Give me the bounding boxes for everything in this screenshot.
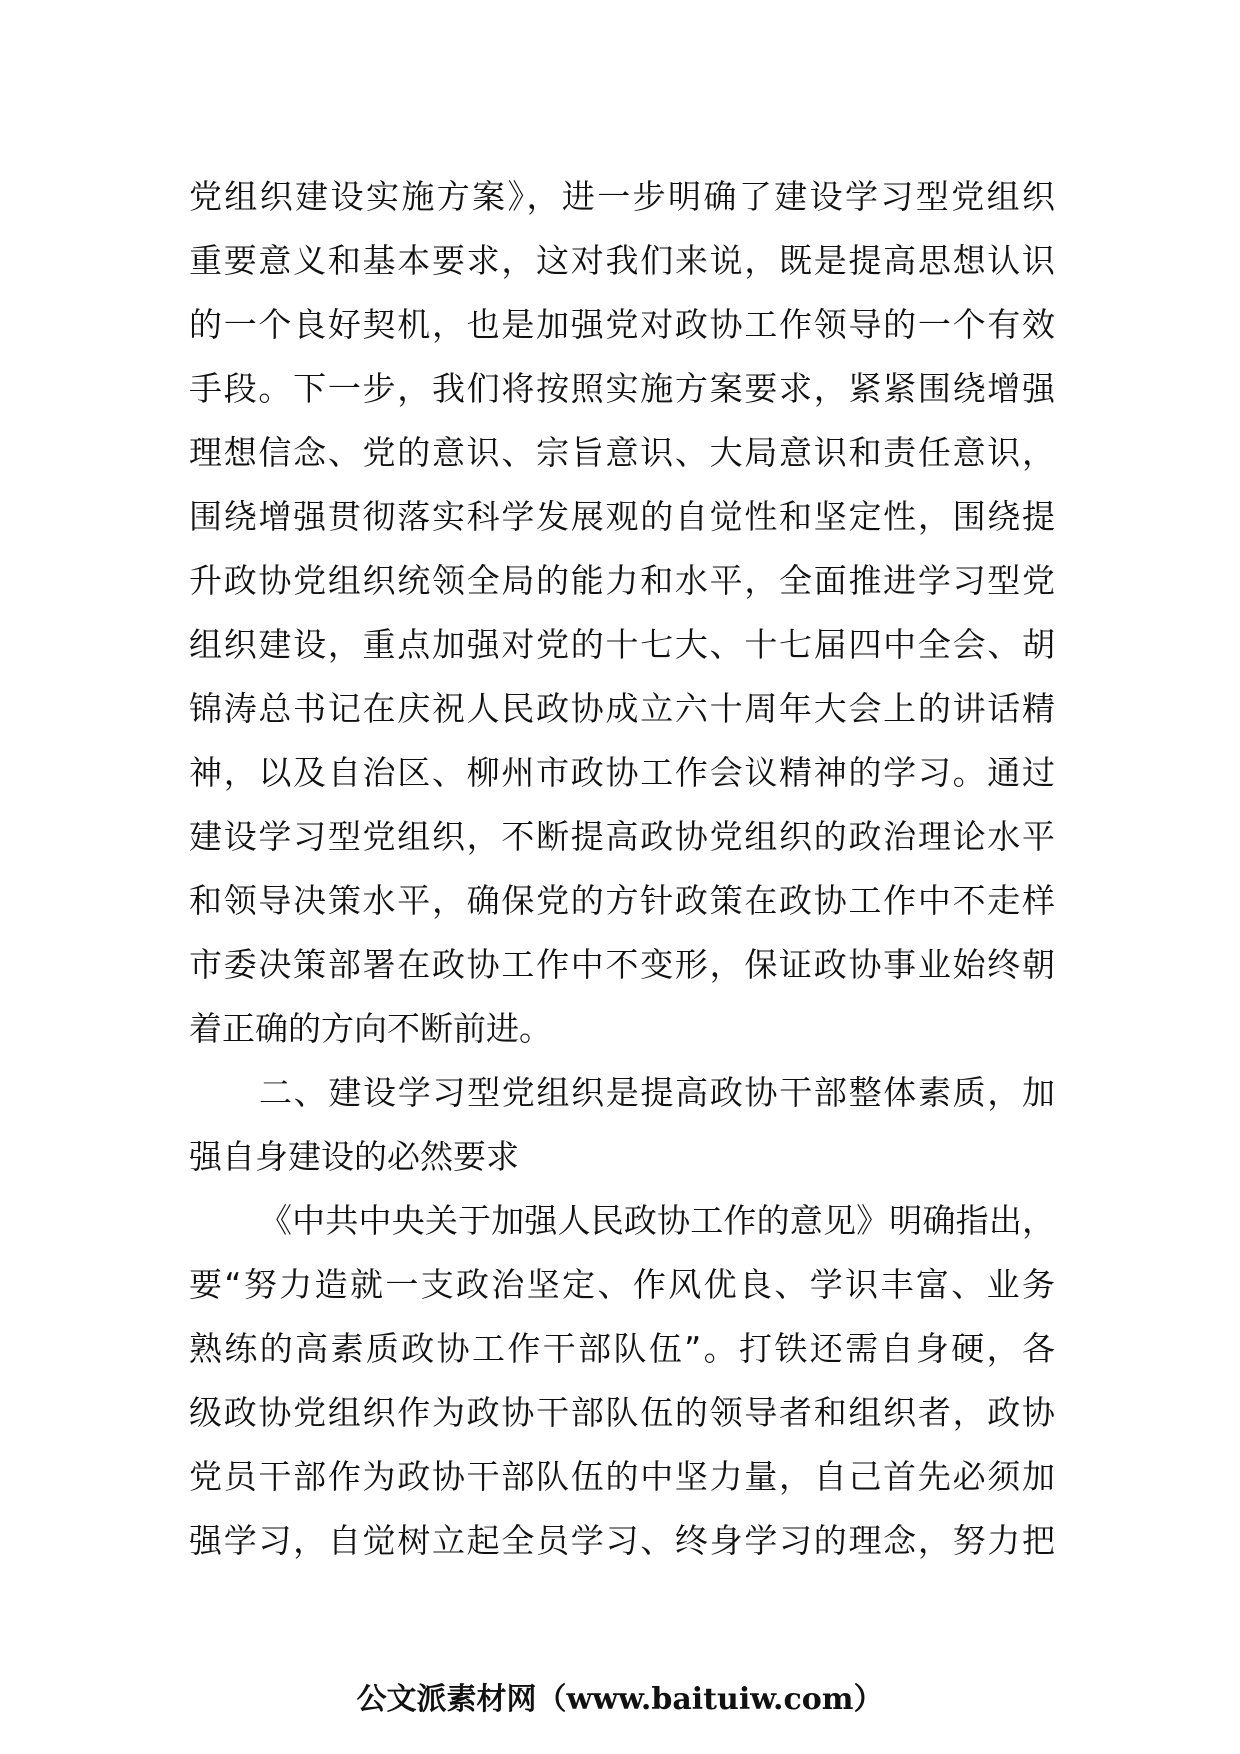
text-line: 熟练的高素质政协工作干部队伍”。打铁还需自身硬，各 xyxy=(189,1329,1055,1368)
document-body xyxy=(189,165,1055,1573)
text-line: 组织建设，重点加强对党的十七大、十七届四中全会、胡 xyxy=(189,625,1055,664)
section-heading-end-line: 强自身建设的必然要求 xyxy=(189,1137,519,1176)
text-line: 市委决策部署在政协工作中不变形，保证政协事业始终朝 xyxy=(189,945,1055,984)
paragraph-end-line: 着正确的方向不断前进。 xyxy=(189,1009,552,1048)
text-line: 锦涛总书记在庆祝人民政协成立六十周年大会上的讲话精 xyxy=(189,689,1055,728)
text-line: 党员干部作为政协干部队伍的中坚力量，自己首先必须加 xyxy=(189,1457,1055,1496)
text-line: 要“努力造就一支政治坚定、作风优良、学识丰富、业务 xyxy=(189,1265,1055,1304)
text-line: 围绕增强贯彻落实科学发展观的自觉性和坚定性，围绕提 xyxy=(189,497,1055,536)
text-line: 和领导决策水平，确保党的方针政策在政协工作中不走样 xyxy=(189,881,1055,920)
text-line: 的一个良好契机，也是加强党对政协工作领导的一个有效 xyxy=(189,305,1055,344)
text-line: 升政协党组织统领全局的能力和水平，全面推进学习型党 xyxy=(189,561,1055,600)
text-line: 党组织建设实施方案》，进一步明确了建设学习型党组织 xyxy=(189,177,1055,216)
text-line: 建设学习型党组织，不断提高政协党组织的政治理论水平 xyxy=(189,817,1055,856)
text-line: 级政协党组织作为政协干部队伍的领导者和组织者，政协 xyxy=(189,1393,1055,1432)
text-line: 神，以及自治区、柳州市政协工作会议精神的学习。通过 xyxy=(189,753,1055,792)
text-line: 重要意义和基本要求，这对我们来说，既是提高思想认识 xyxy=(189,241,1055,280)
text-line: 强学习，自觉树立起全员学习、终身学习的理念，努力把 xyxy=(189,1521,1055,1560)
text-line: 理想信念、党的意识、宗旨意识、大局意识和责任意识， xyxy=(189,433,1055,472)
footer-watermark: 公文派素材网（www.baituiw.com） xyxy=(356,1682,884,1717)
section-heading-line: 二、建设学习型党组织是提高政协干部整体素质，加 xyxy=(259,1073,1055,1112)
paragraph-start-line: 《中共中央关于加强人民政协工作的意见》明确指出， xyxy=(259,1201,1055,1240)
text-line: 手段。下一步，我们将按照实施方案要求，紧紧围绕增强 xyxy=(189,369,1055,408)
